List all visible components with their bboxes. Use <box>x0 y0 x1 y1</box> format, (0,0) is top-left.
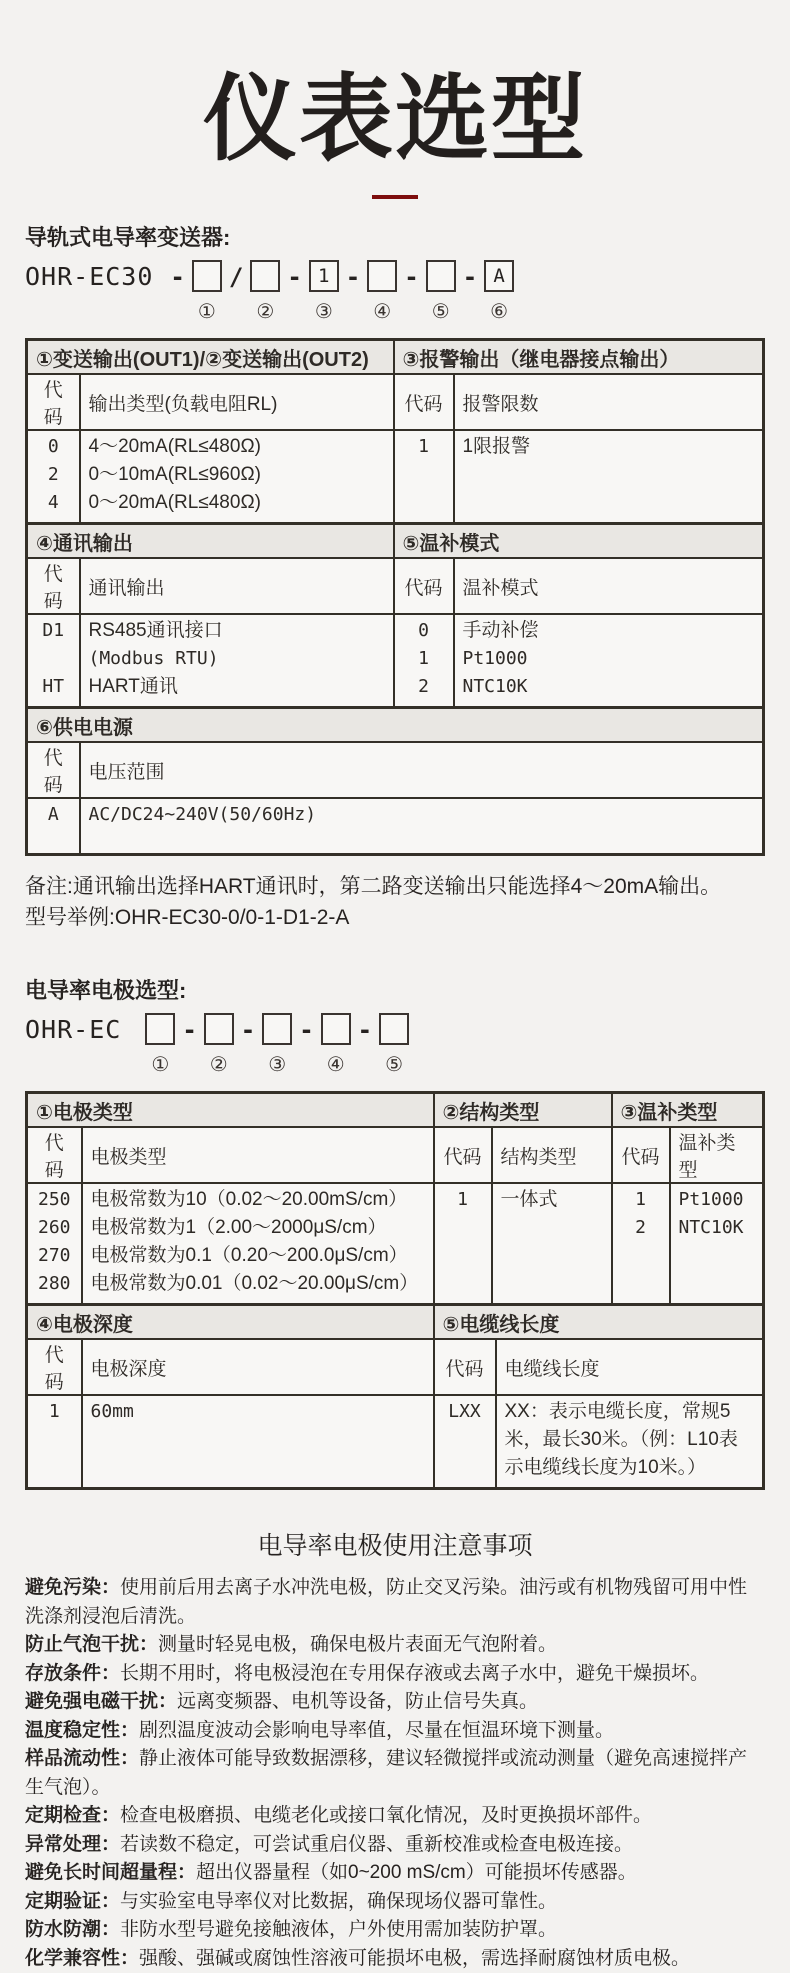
precaution-text: 若读数不稳定，可尝试重启仪器、重新校准或检查电极连接。 <box>120 1833 634 1855</box>
position-label: ③ <box>268 1054 287 1077</box>
code-line: 280 <box>37 1273 71 1295</box>
column-header: 结构类型 <box>492 1127 612 1183</box>
position-label: ① <box>151 1054 170 1077</box>
desc-line: Pt1000 <box>462 648 528 670</box>
desc-line: RS485通讯接口 <box>88 620 223 642</box>
code-cell <box>394 430 454 524</box>
model-separator: - <box>462 263 478 292</box>
precaution-item <box>25 1660 765 1689</box>
desc-cell <box>454 430 764 524</box>
code-cell <box>394 614 454 708</box>
precaution-label: 样品流动性： <box>25 1748 140 1770</box>
model-prefix: OHR-EC30 <box>25 262 154 292</box>
precaution-item <box>25 1831 765 1860</box>
desc-line: 电极常数为0.01（0.02～20.00μS/cm） <box>90 1273 419 1295</box>
position-label: ④ <box>326 1054 345 1077</box>
desc-line: 0～20mA(RL≤480Ω) <box>88 492 261 514</box>
desc-cell <box>496 1395 764 1489</box>
position-label: ④ <box>373 301 392 324</box>
desc-line: 电极常数为0.1（0.20～200.0μS/cm） <box>90 1245 408 1267</box>
precaution-text: 静止液体可能导致数据漂移，建议轻微搅拌或流动测量（避免高速搅拌产生气泡）。 <box>25 1748 748 1798</box>
precaution-text: 测量时轻晃电极，确保电极片表面无气泡附着。 <box>158 1634 558 1656</box>
precaution-label: 避免污染： <box>25 1577 121 1599</box>
precaution-item <box>25 1945 765 1973</box>
desc-line: 电极常数为1（2.00～2000μS/cm） <box>90 1217 387 1239</box>
column-header: 电缆线长度 <box>496 1339 764 1395</box>
column-header: 代码 <box>27 558 80 614</box>
code-cell <box>27 1183 82 1305</box>
model-box <box>204 1013 234 1045</box>
code-cell <box>612 1183 670 1305</box>
model-slot <box>250 260 280 324</box>
precaution-item <box>25 1745 765 1802</box>
precaution-item <box>25 1888 765 1917</box>
precaution-item <box>25 1859 765 1888</box>
precaution-text: 强酸、强碱或腐蚀性溶液可能损坏电极，需选择耐腐蚀材质电极。 <box>139 1947 691 1969</box>
column-header: 电压范围 <box>80 742 764 798</box>
model-slot <box>426 260 456 324</box>
column-header: 代码 <box>27 374 80 430</box>
code-line: HT <box>42 676 65 698</box>
electrode-type-table <box>25 1091 765 1306</box>
code-line: 260 <box>37 1217 71 1239</box>
desc-cell <box>82 1395 434 1489</box>
table-section-header: ④通讯输出 <box>27 524 394 559</box>
precaution-label: 存放条件： <box>25 1662 121 1684</box>
position-label: ⑤ <box>385 1054 404 1077</box>
model-box: A <box>484 260 514 292</box>
table-section-header: ③温补类型 <box>612 1093 764 1128</box>
code-line: 4 <box>47 492 59 514</box>
precaution-text: 远离变频器、电机等设备，防止信号失真。 <box>177 1691 539 1713</box>
precaution-label: 定期检查： <box>25 1805 121 1827</box>
precaution-item <box>25 1574 765 1631</box>
desc-line: NTC10K <box>462 676 528 698</box>
table-section-header: ⑥供电电源 <box>27 708 764 743</box>
desc-line: 60mm <box>90 1401 134 1423</box>
code-line: LXX <box>448 1401 481 1423</box>
precaution-item <box>25 1688 765 1717</box>
page-root <box>25 64 765 1973</box>
model-box <box>426 260 456 292</box>
column-header: 代码 <box>27 742 80 798</box>
code-cell <box>27 430 80 524</box>
position-label: ② <box>209 1054 228 1077</box>
desc-cell <box>80 430 394 524</box>
desc-line: 4～20mA(RL≤480Ω) <box>88 436 261 458</box>
position-label: ⑤ <box>431 301 450 324</box>
electrode-model-code <box>25 1013 765 1077</box>
transmitter-comm-table <box>25 522 765 709</box>
code-line: 250 <box>37 1189 71 1211</box>
model-slot <box>379 1013 409 1077</box>
precaution-item <box>25 1717 765 1746</box>
position-label: ⑥ <box>490 301 509 324</box>
model-separator: - <box>240 1016 256 1045</box>
model-example-text: 型号举例:OHR-EC30-0/0-1-D1-2-A <box>25 906 350 930</box>
desc-line: 一体式 <box>500 1189 558 1211</box>
transmitter-output-table <box>25 338 765 525</box>
code-cell <box>434 1183 492 1305</box>
model-box <box>145 1013 175 1045</box>
model-box: 1 <box>309 260 339 292</box>
precaution-label: 异常处理： <box>25 1833 121 1855</box>
transmitter-power-table <box>25 706 765 856</box>
desc-line: AC/DC24~240V(50/60Hz) <box>88 804 317 826</box>
model-slot <box>321 1013 351 1077</box>
table-section-header: ①电极类型 <box>27 1093 434 1128</box>
code-line: 2 <box>635 1217 646 1239</box>
column-header: 代码 <box>394 374 454 430</box>
table-section-header: ⑤温补模式 <box>394 524 764 559</box>
model-box <box>250 260 280 292</box>
desc-cell <box>670 1183 764 1305</box>
position-label: ③ <box>314 301 333 324</box>
desc-line: HART通讯 <box>88 676 178 698</box>
precaution-text: 剧烈温度波动会影响电导率值，尽量在恒温环境下测量。 <box>139 1719 615 1741</box>
desc-line: NTC10K <box>678 1217 744 1239</box>
model-separator: - <box>287 263 302 292</box>
code-line <box>36 645 71 673</box>
table-section-header: ②结构类型 <box>434 1093 612 1128</box>
model-separator: / <box>228 263 244 292</box>
column-header: 代码 <box>434 1127 492 1183</box>
remark-text: 备注:通讯输出选择HART通讯时，第二路变送输出只能选择4～20mA输出。 <box>25 875 722 899</box>
desc-line: Pt1000 <box>678 1189 744 1211</box>
code-line: D1 <box>42 620 65 642</box>
electrode-depth-table <box>25 1303 765 1490</box>
page-title: 仪表选型 <box>202 66 587 171</box>
model-prefix: OHR-EC <box>25 1015 122 1045</box>
transmitter-model-code <box>25 260 765 324</box>
column-header: 电极深度 <box>82 1339 434 1395</box>
column-header: 温补类型 <box>670 1127 764 1183</box>
precaution-label: 温度稳定性： <box>25 1719 140 1741</box>
model-slot <box>262 1013 292 1077</box>
model-separator: - <box>345 263 361 292</box>
title-underline <box>372 195 418 199</box>
precaution-text: 与实验室电导率仪对比数据，确保现场仪器可靠性。 <box>120 1890 558 1912</box>
code-line: 0 <box>418 620 429 642</box>
model-slot <box>145 1013 175 1077</box>
model-separator: - <box>182 1016 197 1045</box>
desc-line: (Modbus RTU) <box>88 648 219 670</box>
precaution-label: 化学兼容性： <box>25 1947 140 1969</box>
precaution-label: 防水防潮： <box>25 1919 121 1941</box>
model-box <box>192 260 222 292</box>
desc-cell <box>80 614 394 708</box>
table-section-header: ①变送输出(OUT1)/②变送输出(OUT2) <box>27 340 394 375</box>
precautions-title: 电导率电极使用注意事项 <box>257 1532 533 1561</box>
precaution-label: 定期验证： <box>25 1890 121 1912</box>
column-header: 代码 <box>27 1127 82 1183</box>
code-cell <box>27 1395 82 1489</box>
column-header: 代码 <box>27 1339 82 1395</box>
table-section-header: ⑤电缆线长度 <box>434 1305 764 1340</box>
precaution-text: 长期不用时，将电极浸泡在专用保存液或去离子水中，避免干燥损坏。 <box>120 1662 710 1684</box>
precaution-label: 防止气泡干扰： <box>25 1634 159 1656</box>
desc-cell <box>454 614 764 708</box>
code-line: A <box>47 804 59 826</box>
desc-line: 1限报警 <box>462 436 531 458</box>
model-separator: - <box>299 1016 314 1045</box>
desc-line: XX：表示电缆长度，常规5米，最长30米。（例：L10表示电缆线长度为10米。） <box>504 1401 738 1479</box>
precaution-label: 避免强电磁干扰： <box>25 1691 178 1713</box>
model-slot <box>204 1013 234 1077</box>
code-line: 0 <box>47 436 59 458</box>
model-box <box>379 1013 409 1045</box>
precaution-text: 超出仪器量程（如0~200 mS/cm）可能损坏传感器。 <box>196 1862 637 1884</box>
code-cell <box>434 1395 496 1489</box>
precaution-text: 使用前后用去离子水冲洗电极，防止交叉污染。油污或有机物残留可用中性洗涤剂浸泡后清洗。 <box>25 1577 748 1627</box>
code-line: 270 <box>37 1245 71 1267</box>
precaution-text: 检查电极磨损、电缆老化或接口氧化情况，及时更换损坏部件。 <box>120 1805 653 1827</box>
desc-cell <box>80 798 764 855</box>
column-header: 代码 <box>612 1127 670 1183</box>
column-header: 代码 <box>434 1339 496 1395</box>
electrode-section-label: 电导率电极选型: <box>25 978 187 1004</box>
model-separator: - <box>404 263 419 292</box>
code-line: 1 <box>418 436 429 458</box>
column-header: 电极类型 <box>82 1127 434 1183</box>
column-header: 代码 <box>394 558 454 614</box>
code-cell <box>27 614 80 708</box>
position-label: ① <box>197 301 216 324</box>
transmitter-section-label: 导轨式电导率变送器: <box>25 225 231 251</box>
desc-cell <box>82 1183 434 1305</box>
table-section-header: ④电极深度 <box>27 1305 434 1340</box>
code-line: 1 <box>418 648 429 670</box>
model-separator: - <box>357 1016 373 1045</box>
code-line: 1 <box>635 1189 646 1211</box>
desc-line: 手动补偿 <box>462 620 539 642</box>
precaution-item <box>25 1631 765 1660</box>
model-slot <box>309 260 339 324</box>
model-slot <box>192 260 222 324</box>
position-label: ② <box>256 301 275 324</box>
code-cell <box>27 798 80 855</box>
desc-line: 0～10mA(RL≤960Ω) <box>88 464 261 486</box>
precaution-text: 非防水型号避免接触液体，户外使用需加装防护罩。 <box>120 1919 558 1941</box>
precaution-item <box>25 1802 765 1831</box>
model-separator: - <box>170 263 185 292</box>
desc-cell <box>492 1183 612 1305</box>
model-slot <box>367 260 397 324</box>
table-section-header: ③报警输出（继电器接点输出） <box>394 340 764 375</box>
code-line: 2 <box>418 676 429 698</box>
precaution-label: 避免长时间超量程： <box>25 1862 197 1884</box>
model-box <box>367 260 397 292</box>
column-header: 温补模式 <box>454 558 764 614</box>
code-line: 1 <box>457 1189 468 1211</box>
model-slot <box>484 260 514 324</box>
precaution-item <box>25 1916 765 1945</box>
model-box <box>262 1013 292 1045</box>
code-line: 1 <box>48 1401 60 1423</box>
column-header: 输出类型(负载电阻RL) <box>80 374 394 430</box>
column-header: 报警限数 <box>454 374 764 430</box>
column-header: 通讯输出 <box>80 558 394 614</box>
model-box <box>321 1013 351 1045</box>
desc-line: 电极常数为10（0.02～20.00mS/cm） <box>90 1189 408 1211</box>
code-line: 2 <box>47 464 59 486</box>
